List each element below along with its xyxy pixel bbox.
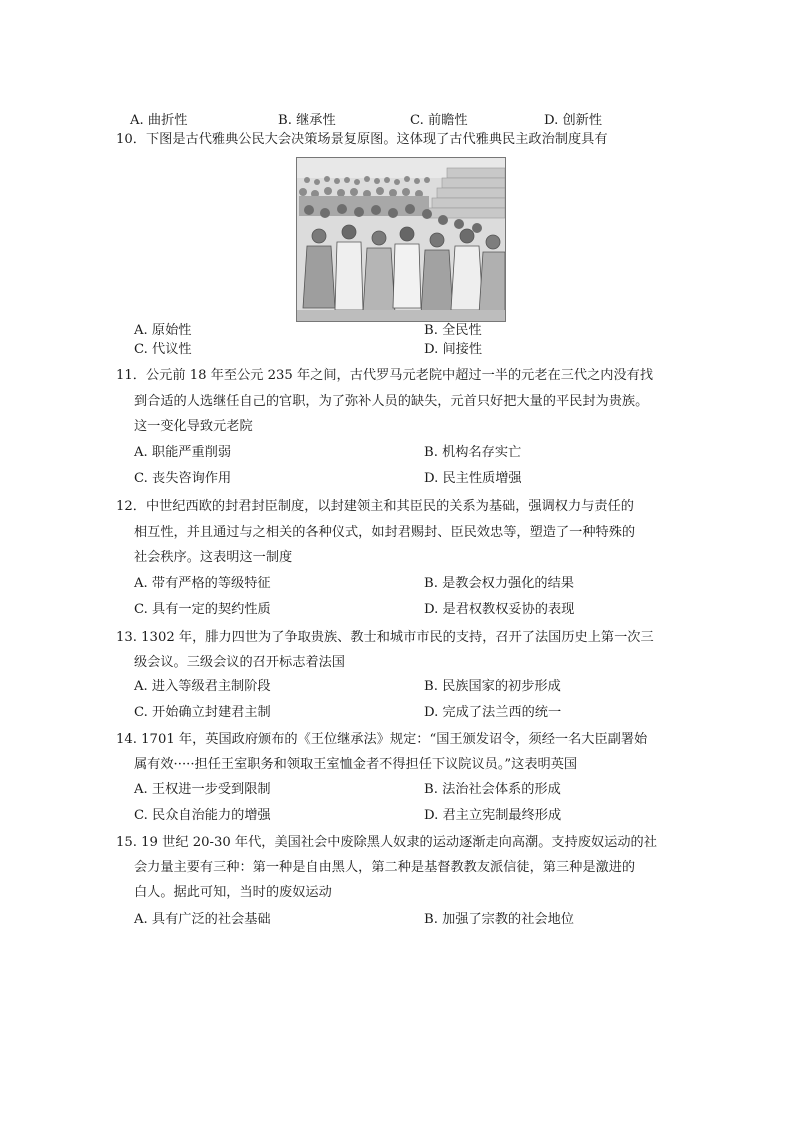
q13-option-b: B. 民族国家的初步形成 — [424, 679, 561, 694]
q13-option-c: C. 开始确立封建君主制 — [134, 705, 271, 720]
q13-option-a: A. 进入等级君主制阶段 — [134, 679, 271, 694]
q12-option-d: D. 是君权教权妥协的表现 — [424, 602, 575, 617]
q15-stem-line-1: 15. 19 世纪 20-30 年代，美国社会中废除黑人奴隶的运动逐渐走向高潮。支持废奴运动的社 — [116, 835, 657, 850]
q10-option-d: D. 间接性 — [424, 342, 483, 357]
q11-option-b: B. 机构名存实亡 — [424, 445, 522, 460]
q15-option-b: B. 加强了宗教的社会地位 — [424, 912, 574, 927]
q11-option-c: C. 丧失咨询作用 — [134, 471, 232, 486]
q11-option-a: A. 职能严重削弱 — [134, 445, 232, 460]
q11-stem-line-3: 这一变化导致元老院 — [134, 419, 253, 434]
q10-option-c: C. 代议性 — [134, 342, 192, 357]
q15-stem-line-3: 白人。据此可知，当时的废奴运动 — [134, 885, 332, 900]
q12-option-a: A. 带有严格的等级特征 — [134, 576, 271, 591]
q14-option-c: C. 民众自治能力的增强 — [134, 808, 271, 823]
q9-option-d: D. 创新性 — [544, 113, 603, 128]
q12-option-b: B. 是教会权力强化的结果 — [424, 576, 574, 591]
q10-option-b: B. 全民性 — [424, 323, 482, 338]
q9-option-a: A. 曲折性 — [130, 113, 188, 128]
q14-option-d: D. 君主立宪制最终形成 — [424, 808, 562, 823]
q9-option-c: C. 前瞻性 — [410, 113, 468, 128]
q14-stem-line-1: 14. 1701 年，英国政府颁布的《王位继承法》规定：“国王颁发诏令，须经一名大臣副署始 — [116, 732, 648, 747]
q14-option-b: B. 法治社会体系的形成 — [424, 782, 561, 797]
q13-stem-line-1: 13. 1302 年，腓力四世为了争取贵族、教士和城市市民的支持，召开了法国历史上第一次三 — [116, 630, 654, 645]
q13-stem-line-2: 级会议。三级会议的召开标志着法国 — [134, 655, 345, 670]
q11-stem-line-2: 到合适的人选继任自己的官职，为了弥补人员的缺失，元首只好把大量的平民封为贵族。 — [134, 394, 649, 409]
q11-stem-line-1: 11．公元前 18 年至公元 235 年之间，古代罗马元老院中超过一半的元老在三代之内没有找 — [116, 368, 654, 383]
q12-stem-line-1: 12．中世纪西欧的封君封臣制度，以封建领主和其臣民的关系为基础，强调权力与责任的 — [116, 499, 634, 514]
q13-option-d: D. 完成了法兰西的统一 — [424, 705, 562, 720]
q14-option-a: A. 王权进一步受到限制 — [134, 782, 271, 797]
q11-option-d: D. 民主性质增强 — [424, 471, 522, 486]
q14-stem-line-2: 属有效·····担任王室职务和领取王室恤金者不得担任下议院议员。”这表明英国 — [134, 757, 578, 772]
q9-option-b: B. 继承性 — [278, 113, 336, 128]
q12-option-c: C. 具有一定的契约性质 — [134, 602, 271, 617]
q15-stem-line-2: 会力量主要有三种：第一种是自由黑人，第二种是基督教教友派信徒，第三种是激进的 — [134, 860, 636, 875]
q10-stem: 10．下图是古代雅典公民大会决策场景复原图。这体现了古代雅典民主政治制度具有 — [116, 132, 608, 147]
q15-option-a: A. 具有广泛的社会基础 — [134, 912, 271, 927]
q12-stem-line-3: 社会秩序。这表明这一制度 — [134, 550, 293, 565]
q10-option-a: A. 原始性 — [134, 323, 192, 338]
q12-stem-line-2: 相互性，并且通过与之相关的各种仪式，如封君赐封、臣民效忠等，塑造了一种特殊的 — [134, 525, 636, 540]
athens-assembly-illustration — [296, 157, 506, 322]
